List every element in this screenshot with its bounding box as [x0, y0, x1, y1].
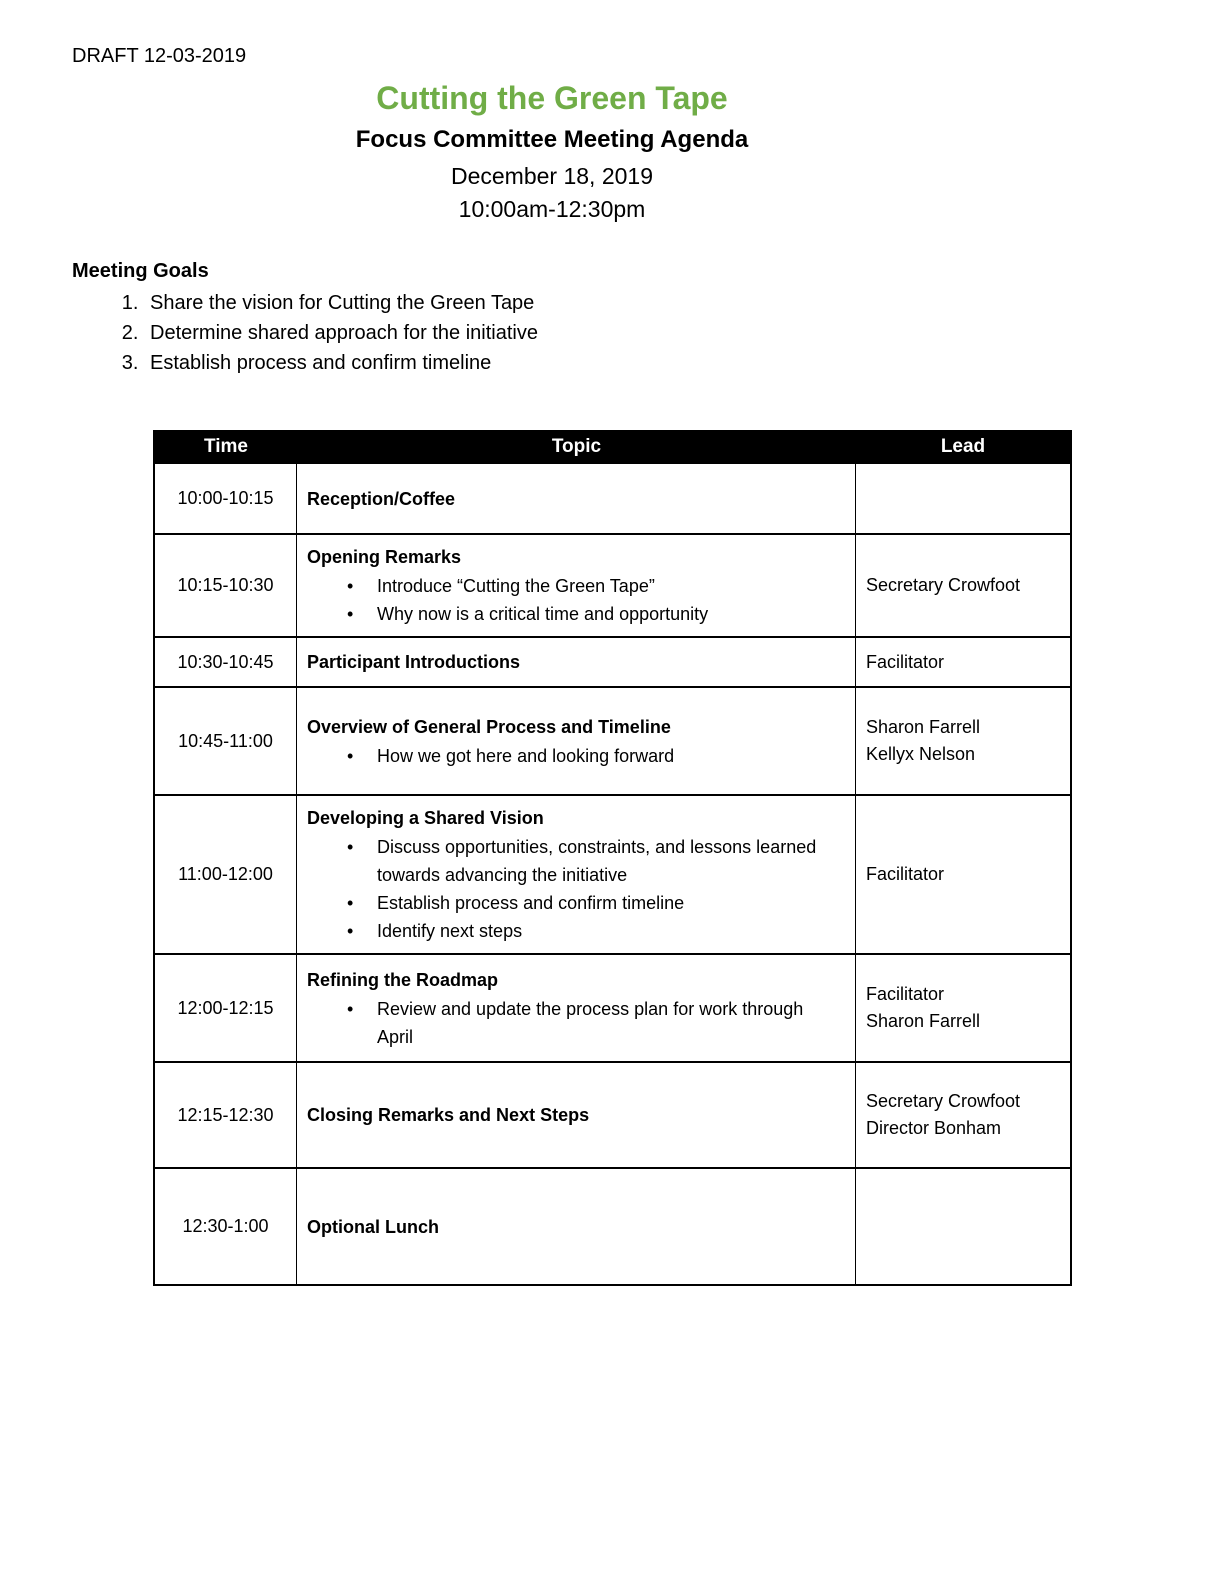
topic-cell: [297, 464, 856, 533]
bullet-dot-icon: •: [347, 921, 354, 941]
time-cell: [155, 535, 297, 636]
bullet-text: Review and update the process plan for work through April: [377, 998, 804, 1047]
page-subtitle: Focus Committee Meeting Agenda: [355, 126, 749, 153]
time-cell: [155, 955, 297, 1061]
meeting-goals-section: [72, 258, 1032, 378]
topic-bullet: [307, 600, 845, 628]
topic-cell: [297, 535, 856, 636]
topic-bullet-list: [307, 742, 845, 770]
time-cell: [155, 796, 297, 953]
bullet-dot-icon: •: [347, 998, 354, 1019]
bullet-text: How we got here and looking forward: [377, 745, 675, 766]
time-cell: [155, 464, 297, 533]
lead-name: Facilitator: [866, 651, 945, 672]
lead-name: Sharon Farrell: [866, 1011, 981, 1031]
topic-title: Closing Remarks and Next Steps: [307, 1105, 590, 1125]
time-cell: [155, 1063, 297, 1167]
lead-name: Kellyx Nelson: [866, 744, 976, 764]
agenda-row: [155, 636, 1070, 686]
topic-title: Developing a Shared Vision: [307, 808, 544, 828]
topic-bullet: [307, 995, 845, 1051]
time-range: 10:15-10:30: [177, 575, 274, 595]
bullet-text: Identify next steps: [377, 921, 523, 941]
time-range: 11:00-12:00: [178, 864, 273, 884]
goal-item: 2. Determine shared approach for the initiative: [144, 318, 1032, 348]
topic-bullet: [307, 833, 845, 889]
agenda-table: [153, 430, 1072, 1286]
agenda-table-body: [155, 462, 1070, 1284]
topic-title: Participant Introductions: [307, 652, 521, 672]
lead-cell: [856, 638, 1070, 686]
time-cell: [155, 688, 297, 794]
lead-name: Facilitator: [866, 864, 945, 884]
topic-title: Overview of General Process and Timeline: [307, 716, 671, 737]
bullet-text: Introduce “Cutting the Green Tape”: [377, 576, 655, 596]
lead-cell: [856, 688, 1070, 794]
lead-cell: [856, 464, 1070, 533]
time-range: 12:00-12:15: [177, 997, 274, 1018]
column-header-topic: Topic: [551, 436, 602, 457]
agenda-row: [155, 794, 1070, 953]
topic-bullet-list: [307, 833, 845, 945]
lead-name: Director Bonham: [866, 1118, 1002, 1138]
time-cell: [155, 638, 297, 686]
time-range: 10:45-11:00: [178, 730, 273, 751]
time-range: 10:30-10:45: [177, 651, 274, 672]
agenda-row: [155, 1061, 1070, 1167]
agenda-row: [155, 533, 1070, 636]
goal-item: 3. Establish process and confirm timeline: [144, 348, 1032, 378]
topic-title: Reception/Coffee: [307, 488, 456, 509]
topic-bullet: [307, 917, 845, 945]
bullet-text: Why now is a critical time and opportunity: [377, 604, 709, 624]
topic-bullet-list: [307, 572, 845, 628]
bullet-text: Discuss opportunities, constraints, and lessons learned towards advancing the initiative: [377, 837, 817, 885]
meeting-date: December 18, 2019: [450, 163, 653, 189]
lead-name: Facilitator: [866, 984, 945, 1004]
lead-cell: [856, 1169, 1070, 1284]
meeting-time: 10:00am-12:30pm: [458, 196, 646, 222]
time-range: 12:15-12:30: [177, 1104, 274, 1125]
lead-name: Sharon Farrell: [866, 717, 981, 737]
topic-cell: [297, 638, 856, 686]
topic-cell: [297, 1169, 856, 1284]
agenda-row: [155, 953, 1070, 1061]
topic-cell: [297, 796, 856, 953]
column-header-time: Time: [203, 436, 248, 457]
topic-title: Optional Lunch: [307, 1216, 439, 1237]
agenda-row: [155, 462, 1070, 533]
bullet-dot-icon: •: [347, 604, 354, 624]
time-range: 10:00-10:15: [177, 488, 274, 508]
topic-cell: [297, 1063, 856, 1167]
lead-cell: [856, 535, 1070, 636]
goal-item: 1. Share the vision for Cutting the Green Tape: [144, 288, 1032, 318]
bullet-text: Establish process and confirm timeline: [377, 893, 685, 913]
lead-cell: [856, 796, 1070, 953]
topic-title: Opening Remarks: [307, 547, 462, 567]
document-header: [72, 78, 1032, 226]
bullet-dot-icon: •: [347, 837, 354, 857]
lead-name: Secretary Crowfoot: [866, 575, 1021, 595]
bullet-dot-icon: •: [347, 576, 354, 596]
bullet-dot-icon: •: [347, 745, 354, 766]
topic-cell: [297, 688, 856, 794]
lead-name: Secretary Crowfoot: [866, 1091, 1021, 1111]
time-range: 12:30-1:00: [182, 1216, 269, 1236]
bullet-dot-icon: •: [347, 893, 354, 913]
column-header-lead: Lead: [940, 436, 986, 457]
topic-bullet-list: [307, 995, 845, 1051]
lead-cell: [856, 1063, 1070, 1167]
page-title: Cutting the Green Tape: [376, 80, 728, 116]
topic-title: Refining the Roadmap: [307, 969, 499, 990]
topic-bullet: [307, 889, 845, 917]
topic-bullet: [307, 572, 845, 600]
agenda-row: [155, 1167, 1070, 1284]
lead-cell: [856, 955, 1070, 1061]
agenda-table-header: [155, 432, 1070, 462]
goals-heading: Meeting Goals: [72, 260, 209, 282]
time-cell: [155, 1169, 297, 1284]
draft-label: DRAFT 12-03-2019: [72, 45, 247, 67]
topic-cell: [297, 955, 856, 1061]
goals-list: [72, 288, 1032, 378]
agenda-row: [155, 686, 1070, 794]
topic-bullet: [307, 742, 845, 770]
